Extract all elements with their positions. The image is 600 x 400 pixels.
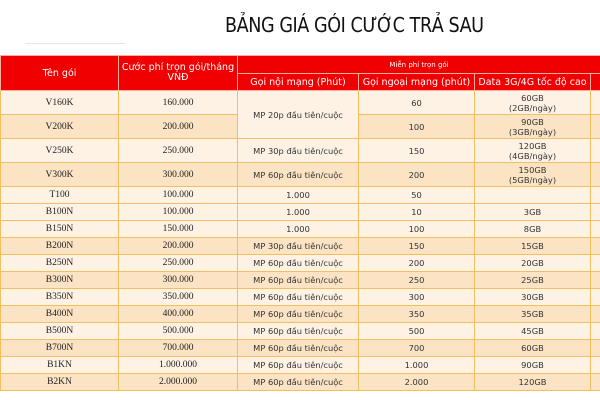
cell-data: 30GB xyxy=(475,289,591,306)
cell-extra xyxy=(591,357,600,374)
table-row xyxy=(1,163,600,187)
header-internal-calls: Gọi nội mạng (Phút) xyxy=(238,74,359,91)
cell-internal: MP 60p đầu tiên/cuộc xyxy=(238,357,359,374)
cell-name: B100N xyxy=(1,204,119,221)
cell-external: 60 xyxy=(359,91,475,115)
cell-price: 100.000 xyxy=(119,187,238,204)
cell-price: 250.000 xyxy=(119,139,238,163)
table-row xyxy=(1,374,600,391)
table-row xyxy=(1,221,600,238)
cell-name: V200K xyxy=(1,115,119,139)
cell-extra xyxy=(591,91,600,115)
cell-name: B700N xyxy=(1,340,119,357)
cell-price: 250.000 xyxy=(119,255,238,272)
cell-external: 700 xyxy=(359,340,475,357)
cell-name: B150N xyxy=(1,221,119,238)
cell-name: T100 xyxy=(1,187,119,204)
cell-internal: MP 60p đầu tiên/cuộc xyxy=(238,374,359,391)
cell-external: 1.000 xyxy=(359,357,475,374)
cell-extra xyxy=(591,115,600,139)
table-row xyxy=(1,306,600,323)
table-row xyxy=(1,357,600,374)
table-row xyxy=(1,289,600,306)
header-external-calls: Gọi ngoại mạng (phút) xyxy=(359,74,475,91)
cell-data: 20GB xyxy=(475,255,591,272)
cell-external: 300 xyxy=(359,289,475,306)
cell-price: 400.000 xyxy=(119,306,238,323)
cell-internal: MP 60p đầu tiên/cuộc xyxy=(238,323,359,340)
cell-data: 60GB xyxy=(475,340,591,357)
cell-internal: MP 60p đầu tiên/cuộc xyxy=(238,340,359,357)
cell-price: 2.000.000 xyxy=(119,374,238,391)
cell-external: 2.000 xyxy=(359,374,475,391)
cell-external: 10 xyxy=(359,204,475,221)
cell-name: B500N xyxy=(1,323,119,340)
cell-name: B250N xyxy=(1,255,119,272)
divider xyxy=(25,43,125,44)
cell-price: 700.000 xyxy=(119,340,238,357)
cell-price: 300.000 xyxy=(119,272,238,289)
cell-data: 45GB xyxy=(475,323,591,340)
cell-extra xyxy=(591,289,600,306)
cell-extra xyxy=(591,374,600,391)
header-row-1 xyxy=(1,56,600,74)
cell-extra xyxy=(591,221,600,238)
cell-price: 300.000 xyxy=(119,163,238,187)
cell-data: 15GB xyxy=(475,238,591,255)
cell-price: 500.000 xyxy=(119,323,238,340)
cell-name: B1KN xyxy=(1,357,119,374)
cell-internal: MP 20p đầu tiên/cuộc xyxy=(238,91,359,139)
cell-name: V250K xyxy=(1,139,119,163)
price-table xyxy=(0,55,600,391)
cell-name: V300K xyxy=(1,163,119,187)
cell-extra xyxy=(591,255,600,272)
cell-data: 120GB (4GB/ngày) xyxy=(475,139,591,163)
cell-extra xyxy=(591,139,600,163)
cell-data: 8GB xyxy=(475,221,591,238)
cell-internal: MP 60p đầu tiên/cuộc xyxy=(238,272,359,289)
header-extra xyxy=(591,74,600,91)
cell-external: 50 xyxy=(359,187,475,204)
cell-name: V160K xyxy=(1,91,119,115)
table-row xyxy=(1,323,600,340)
cell-extra xyxy=(591,272,600,289)
cell-extra xyxy=(591,204,600,221)
cell-external: 150 xyxy=(359,139,475,163)
cell-price: 1.000.000 xyxy=(119,357,238,374)
table-row xyxy=(1,340,600,357)
cell-external: 250 xyxy=(359,272,475,289)
table-row xyxy=(1,272,600,289)
cell-extra xyxy=(591,163,600,187)
cell-data: 90GB xyxy=(475,357,591,374)
header-monthly-fee: Cước phí trọn gói/tháng VNĐ xyxy=(119,56,238,91)
cell-data xyxy=(475,187,591,204)
cell-external: 200 xyxy=(359,255,475,272)
cell-data: 25GB xyxy=(475,272,591,289)
cell-internal: MP 60p đầu tiên/cuộc xyxy=(238,289,359,306)
cell-extra xyxy=(591,306,600,323)
cell-data: 90GB (3GB/ngày) xyxy=(475,115,591,139)
cell-external: 500 xyxy=(359,323,475,340)
cell-price: 350.000 xyxy=(119,289,238,306)
cell-name: B2KN xyxy=(1,374,119,391)
cell-external: 200 xyxy=(359,163,475,187)
page-title: BẢNG GIÁ GÓI CƯỚC TRẢ SAU xyxy=(225,13,484,37)
cell-internal: 1.000 xyxy=(238,187,359,204)
cell-extra xyxy=(591,238,600,255)
header-data: Data 3G/4G tốc độ cao xyxy=(475,74,591,91)
cell-name: B350N xyxy=(1,289,119,306)
cell-data: 150GB (5GB/ngày) xyxy=(475,163,591,187)
cell-price: 150.000 xyxy=(119,221,238,238)
table-row xyxy=(1,139,600,163)
table-row xyxy=(1,255,600,272)
cell-extra xyxy=(591,323,600,340)
cell-data: 120GB xyxy=(475,374,591,391)
cell-internal: MP 60p đầu tiên/cuộc xyxy=(238,306,359,323)
cell-internal: 1.000 xyxy=(238,204,359,221)
cell-internal: MP 60p đầu tiên/cuộc xyxy=(238,255,359,272)
cell-price: 200.000 xyxy=(119,238,238,255)
cell-name: B400N xyxy=(1,306,119,323)
cell-name: B200N xyxy=(1,238,119,255)
cell-data: 35GB xyxy=(475,306,591,323)
cell-external: 150 xyxy=(359,238,475,255)
cell-price: 160.000 xyxy=(119,91,238,115)
table-row xyxy=(1,238,600,255)
cell-extra xyxy=(591,340,600,357)
cell-internal: MP 30p đầu tiên/cuộc xyxy=(238,139,359,163)
table-row xyxy=(1,204,600,221)
cell-external: 100 xyxy=(359,221,475,238)
cell-price: 100.000 xyxy=(119,204,238,221)
header-free-in-package: Miễn phí trọn gói xyxy=(238,56,600,74)
cell-external: 350 xyxy=(359,306,475,323)
table-row xyxy=(1,91,600,115)
cell-internal: MP 60p đầu tiên/cuộc xyxy=(238,163,359,187)
cell-external: 100 xyxy=(359,115,475,139)
cell-data: 60GB (2GB/ngày) xyxy=(475,91,591,115)
cell-internal: 1.000 xyxy=(238,221,359,238)
cell-internal: MP 30p đầu tiên/cuộc xyxy=(238,238,359,255)
cell-price: 200.000 xyxy=(119,115,238,139)
header-package-name: Tên gói xyxy=(1,56,119,91)
cell-name: B300N xyxy=(1,272,119,289)
table-row xyxy=(1,187,600,204)
cell-data: 3GB xyxy=(475,204,591,221)
cell-extra xyxy=(591,187,600,204)
